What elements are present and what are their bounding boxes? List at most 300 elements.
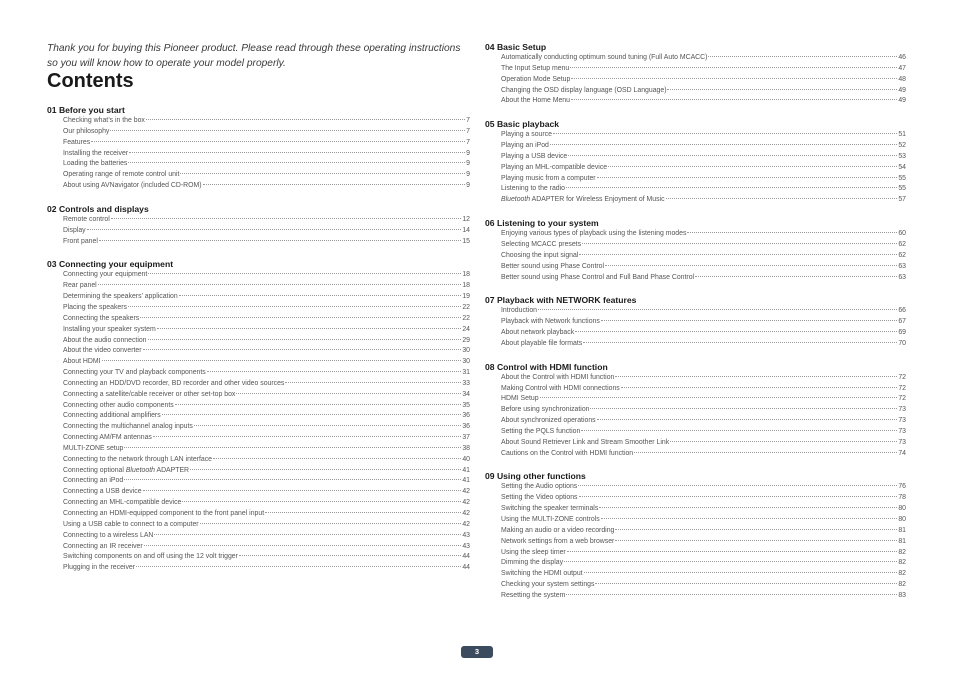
toc-entry-title: Checking what’s in the box [63, 117, 145, 124]
toc-entry-title: Rear panel [63, 282, 97, 290]
toc-entry-title: Setting the Video options [501, 494, 578, 502]
toc-entry-page: 22 [462, 303, 470, 311]
section-heading[interactable]: 09 Using other functions [485, 471, 586, 482]
dot-leader [608, 166, 897, 167]
dot-leader [143, 349, 462, 350]
toc-entry-title: Using the MULTI-ZONE controls [501, 516, 600, 523]
toc-entry[interactable] [485, 53, 906, 64]
section-spacer [485, 350, 906, 362]
toc-entry-page: 44 [462, 564, 470, 572]
toc-entry-title: Automatically conducting optimum sound tuning (Full Auto MCACC) [501, 54, 708, 61]
toc-entry[interactable] [485, 394, 906, 405]
toc-entry-page: 9 [466, 149, 470, 157]
section-spacer [485, 459, 906, 471]
dot-leader [550, 144, 897, 145]
toc-entry[interactable] [47, 487, 470, 498]
toc-entry-page: 7 [466, 127, 470, 135]
toc-entry-title: Enjoying various types of playback using the listening modes [501, 230, 687, 238]
toc-entry[interactable] [47, 401, 470, 412]
section-heading[interactable]: 02 Controls and displays [47, 203, 149, 214]
toc-entry-title: Our philosophy [63, 127, 110, 135]
toc-entry-page: 47 [898, 64, 906, 72]
toc-entry-page: 54 [898, 163, 906, 171]
toc-entry[interactable] [47, 498, 470, 509]
toc-entry-title: Cautions on the Control with HDMI function [501, 449, 634, 457]
dot-leader [566, 187, 897, 188]
toc-entry-page: 15 [462, 237, 470, 245]
toc-entry[interactable] [47, 433, 470, 444]
toc-entry[interactable] [47, 116, 470, 127]
toc-entry[interactable] [47, 127, 470, 138]
toc-entry-page: 35 [462, 401, 470, 409]
toc-entry-page: 82 [898, 548, 906, 556]
dot-leader [615, 529, 897, 530]
toc-entry-page: 9 [466, 171, 470, 179]
toc-entry-page: 12 [462, 215, 470, 223]
toc-entry[interactable] [47, 422, 470, 433]
toc-entry-title: Choosing the input signal [501, 251, 579, 259]
toc-entry-title: Better sound using Phase Control [501, 262, 605, 270]
toc-entry[interactable] [47, 357, 470, 368]
toc-entry-title: About network playback [501, 329, 575, 337]
dot-leader [182, 501, 461, 502]
toc-entry[interactable] [47, 292, 470, 303]
toc-entry-title: About HDMI [63, 358, 101, 366]
dot-leader [597, 419, 898, 420]
toc-entry-page: 43 [462, 542, 470, 550]
toc-section [485, 295, 906, 349]
toc-entry[interactable] [47, 509, 470, 520]
toc-entry[interactable] [485, 229, 906, 240]
toc-entry-page: 69 [898, 329, 906, 337]
toc-entry-title: Before using synchronization [501, 406, 590, 414]
dot-leader [136, 566, 461, 567]
section-heading[interactable]: 05 Basic playback [485, 119, 560, 130]
toc-entry-page: 52 [898, 142, 906, 150]
dot-leader [162, 414, 462, 415]
toc-entry[interactable] [485, 251, 906, 262]
toc-entry-page: 62 [898, 240, 906, 248]
toc-entry[interactable] [485, 64, 906, 75]
toc-entry-page: 51 [898, 131, 906, 139]
toc-entry-title: Switching components on and off using the 12 volt trigger [63, 553, 238, 561]
dot-leader [200, 523, 462, 524]
toc-entry-title: Using the sleep timer [501, 548, 566, 556]
toc-entry-page: 76 [898, 483, 906, 491]
dot-leader [579, 254, 897, 255]
toc-entry-title: Playing music from a computer [501, 174, 596, 182]
toc-entry-page: 7 [466, 117, 470, 124]
toc-entry[interactable] [47, 390, 470, 401]
toc-entry[interactable] [47, 314, 470, 325]
toc-entry-title: Connecting to the network through LAN interface [63, 455, 213, 463]
toc-entry[interactable] [485, 152, 906, 163]
dot-leader [599, 507, 897, 508]
toc-entry[interactable] [47, 336, 470, 347]
toc-entry-page: 18 [462, 282, 470, 290]
toc-entry-page: 36 [462, 412, 470, 420]
toc-entry[interactable] [485, 569, 906, 580]
toc-entry-title: Network settings from a web browser [501, 537, 615, 545]
toc-entry[interactable] [47, 563, 470, 574]
toc-entry-page: 72 [898, 373, 906, 381]
toc-entry-title: Connecting an MHL-compatible device [63, 499, 182, 507]
section-spacer [485, 206, 906, 218]
toc-entry-page: 66 [898, 307, 906, 315]
toc-entry[interactable] [485, 262, 906, 273]
toc-entry-page: 49 [898, 86, 906, 94]
toc-entry-page: 29 [462, 336, 470, 344]
dot-leader [154, 534, 461, 535]
toc-entry[interactable] [485, 273, 906, 284]
dot-leader [615, 376, 897, 377]
toc-entry[interactable] [485, 548, 906, 559]
toc-entry[interactable] [47, 368, 470, 379]
dot-leader [595, 583, 897, 584]
toc-entry[interactable] [485, 558, 906, 569]
toc-entry[interactable] [47, 476, 470, 487]
toc-entry[interactable] [485, 195, 906, 206]
toc-entry[interactable] [47, 379, 470, 390]
dot-leader [203, 184, 466, 185]
toc-entry-title: Playing a USB device [501, 152, 568, 160]
section-heading[interactable]: 01 Before you start [47, 105, 125, 115]
toc-entry-page: 81 [898, 537, 906, 545]
toc-entry-page: 37 [462, 434, 470, 442]
dot-leader [194, 425, 461, 426]
toc-entry-page: 81 [898, 526, 906, 534]
toc-entry[interactable] [485, 493, 906, 504]
toc-entry-list [485, 130, 906, 206]
toc-entry[interactable] [485, 405, 906, 416]
toc-entry-page: 34 [462, 390, 470, 398]
dot-leader [601, 518, 898, 519]
dot-leader [153, 436, 461, 437]
dot-leader [571, 99, 897, 100]
toc-entry[interactable] [47, 170, 470, 181]
toc-entry-title: Playing an iPod [501, 142, 549, 150]
dot-leader [581, 430, 897, 431]
toc-entry[interactable] [47, 411, 470, 422]
toc-entry-page: 80 [898, 505, 906, 513]
toc-entry[interactable] [485, 130, 906, 141]
toc-entry[interactable] [485, 580, 906, 591]
toc-entry[interactable] [47, 466, 470, 477]
section-spacer [47, 247, 470, 259]
toc-entry[interactable] [485, 86, 906, 97]
toc-entry[interactable] [47, 444, 470, 455]
toc-entry[interactable] [47, 520, 470, 531]
toc-entry[interactable] [47, 138, 470, 149]
toc-entry-title: Making an audio or a video recording [501, 526, 615, 534]
toc-entry[interactable] [47, 346, 470, 357]
section-heading[interactable]: 07 Playback with NETWORK features [485, 295, 637, 306]
toc-entry-page: 43 [462, 531, 470, 539]
toc-entry-title: Connecting the speakers [63, 314, 140, 322]
toc-entry[interactable] [47, 215, 470, 226]
toc-entry-page: 73 [898, 438, 906, 446]
dot-leader [634, 452, 897, 453]
dot-leader [666, 198, 898, 199]
toc-entry-title: Playback with Network functions [501, 318, 600, 326]
toc-entry-list [485, 482, 906, 601]
toc-entry-list [485, 306, 906, 349]
toc-entry-title: Bluetooth ADAPTER for Wireless Enjoyment of Music [501, 196, 665, 204]
toc-entry[interactable] [485, 240, 906, 251]
toc-entry[interactable] [485, 328, 906, 339]
dot-leader [553, 133, 897, 134]
toc-entry-title: Connecting the multichannel analog inputs [63, 423, 193, 431]
toc-entry-list [47, 270, 470, 574]
dot-leader [590, 408, 897, 409]
dot-leader [207, 371, 462, 372]
toc-entry[interactable] [485, 427, 906, 438]
toc-entry-title: Connecting AM/FM antennas [63, 434, 152, 442]
dot-leader [621, 387, 898, 388]
toc-entry-page: 63 [898, 262, 906, 270]
toc-section [47, 105, 470, 192]
toc-entry-title: Installing the receiver [63, 149, 129, 157]
toc-entry-page: 55 [898, 185, 906, 193]
dot-leader [566, 594, 897, 595]
toc-entry-page: 82 [898, 581, 906, 589]
toc-entry-page: 82 [898, 570, 906, 578]
toc-entry-title: Front panel [63, 237, 98, 245]
toc-entry-page: 72 [898, 384, 906, 392]
toc-entry[interactable] [485, 184, 906, 195]
section-heading[interactable]: 06 Listening to your system [485, 218, 599, 229]
toc-entry[interactable] [485, 96, 906, 107]
toc-entry[interactable] [485, 384, 906, 395]
toc-entry-title: Setting the Audio options [501, 483, 578, 491]
dot-leader [148, 339, 462, 340]
toc-entry-title: Connecting an HDD/DVD recorder, BD recorder and other video sources [63, 379, 285, 387]
toc-entry-page: 31 [462, 369, 470, 377]
dot-leader [213, 458, 461, 459]
toc-entry-page: 42 [462, 499, 470, 507]
dot-leader [601, 320, 898, 321]
toc-entry[interactable] [485, 141, 906, 152]
toc-entry[interactable] [485, 515, 906, 526]
toc-entry-page: 42 [462, 520, 470, 528]
dot-leader [124, 447, 461, 448]
dot-leader [124, 479, 461, 480]
dot-leader [687, 232, 897, 233]
dot-leader [597, 177, 898, 178]
toc-entry-page: 22 [462, 314, 470, 322]
dot-leader [128, 306, 461, 307]
toc-entry-page: 53 [898, 152, 906, 160]
dot-leader [190, 469, 461, 470]
dot-leader [175, 404, 462, 405]
toc-entry[interactable] [485, 591, 906, 602]
toc-entry-page: 7 [466, 138, 470, 146]
toc-entry-title: Resetting the system [501, 591, 566, 599]
toc-entry-title: The Input Setup menu [501, 64, 570, 72]
toc-entry[interactable] [485, 174, 906, 185]
toc-entry-title: Introduction [501, 307, 538, 315]
toc-entry[interactable] [47, 531, 470, 542]
toc-entry-title: Features [63, 138, 91, 146]
toc-entry-title: Connecting optional Bluetooth ADAPTER [63, 466, 190, 474]
toc-entry[interactable] [47, 552, 470, 563]
toc-entry-title: Placing the speakers [63, 303, 127, 311]
toc-entry-page: 73 [898, 427, 906, 435]
toc-entry-page: 41 [462, 477, 470, 485]
toc-entry-title: Listening to the radio [501, 185, 565, 193]
toc-entry-page: 62 [898, 251, 906, 259]
toc-entry-title: About playable file formats [501, 339, 583, 347]
dot-leader [695, 276, 897, 277]
toc-entry-title: Connecting to a wireless LAN [63, 531, 154, 539]
toc-entry[interactable] [485, 339, 906, 350]
toc-entry-page: 46 [898, 54, 906, 61]
toc-entry[interactable] [485, 416, 906, 427]
dot-leader [102, 360, 462, 361]
toc-section [485, 362, 906, 460]
toc-entry[interactable] [485, 317, 906, 328]
toc-entry[interactable] [485, 306, 906, 317]
dot-leader [143, 490, 462, 491]
dot-leader [540, 397, 898, 398]
toc-entry-page: 55 [898, 174, 906, 182]
intro-text: Thank you for buying this Pioneer product. Please read through these operating instructions so you will know how to operate your model properly. [47, 43, 461, 69]
toc-entry-page: 42 [462, 510, 470, 517]
dot-leader [129, 152, 465, 153]
toc-entry-page: 78 [898, 494, 906, 502]
toc-entry[interactable] [485, 537, 906, 548]
toc-entry[interactable] [485, 438, 906, 449]
toc-entry-title: Operation Mode Setup [501, 75, 571, 83]
dot-leader [128, 162, 465, 163]
toc-entry-page: 9 [466, 182, 470, 190]
toc-entry-page: 70 [898, 339, 906, 347]
dot-leader [111, 218, 462, 219]
toc-entry-title: Playing an MHL-compatible device [501, 163, 608, 171]
toc-entry-title: HDMI Setup [501, 395, 539, 403]
dot-leader [567, 551, 898, 552]
toc-entry-list [485, 229, 906, 283]
toc-entry[interactable] [485, 373, 906, 384]
dot-leader [236, 393, 461, 394]
toc-entry-title: About using AVNavigator (included CD-ROM) [63, 182, 202, 190]
dot-leader [87, 229, 462, 230]
dot-leader [708, 56, 897, 57]
dot-leader [582, 243, 897, 244]
section-heading[interactable]: 08 Control with HDMI function [485, 361, 608, 372]
toc-entry-list [485, 373, 906, 460]
dot-leader [99, 240, 461, 241]
toc-entry-title: About synchronized operations [501, 417, 596, 425]
toc-entry[interactable] [485, 449, 906, 460]
dot-leader [98, 284, 462, 285]
toc-entry[interactable] [47, 325, 470, 336]
dot-leader [538, 309, 897, 310]
dot-leader [578, 485, 897, 486]
section-spacer [485, 283, 906, 295]
dot-leader [568, 155, 897, 156]
toc-entry-page: 19 [462, 293, 470, 301]
toc-entry[interactable] [47, 159, 470, 170]
dot-leader [564, 561, 897, 562]
toc-entry[interactable] [485, 75, 906, 86]
toc-entry-page: 74 [898, 449, 906, 457]
dot-leader [570, 67, 897, 68]
dot-leader [575, 331, 897, 332]
toc-entry[interactable] [485, 482, 906, 493]
toc-entry-title: Switching the speaker terminals [501, 505, 599, 513]
toc-entry-page: 18 [462, 271, 470, 279]
toc-entry[interactable] [47, 181, 470, 192]
toc-entry-page: 14 [462, 226, 470, 234]
toc-section [485, 218, 906, 283]
toc-entry-page: 41 [462, 466, 470, 474]
toc-entry[interactable] [47, 455, 470, 466]
toc-left-column [47, 105, 470, 574]
toc-entry-title: Setting the PQLS function [501, 427, 581, 435]
page-title: Contents [47, 70, 134, 92]
toc-entry-title: Connecting additional amplifiers [63, 412, 161, 420]
toc-entry[interactable] [47, 270, 470, 281]
toc-entry-title: Plugging in the receiver [63, 564, 136, 572]
toc-entry-title: About the Control with HDMI function [501, 373, 615, 381]
dot-leader [157, 328, 462, 329]
toc-entry[interactable] [485, 163, 906, 174]
toc-entry-title: Remote control [63, 215, 110, 223]
toc-entry[interactable] [47, 226, 470, 237]
toc-entry-list [47, 116, 470, 192]
section-heading[interactable]: 04 Basic Setup [485, 42, 547, 52]
toc-entry[interactable] [485, 504, 906, 515]
toc-entry-page: 73 [898, 417, 906, 425]
toc-entry-title: Connecting an iPod [63, 477, 124, 485]
toc-entry-page: 48 [898, 75, 906, 83]
toc-entry-title: Connecting your equipment [63, 271, 148, 279]
dot-leader [667, 89, 897, 90]
toc-entry-title: About the audio connection [63, 336, 147, 344]
toc-entry-title: Display [63, 226, 86, 234]
toc-entry-title: Checking your system settings [501, 581, 595, 589]
toc-entry[interactable] [47, 542, 470, 553]
toc-entry-page: 82 [898, 559, 906, 567]
dot-leader [180, 173, 465, 174]
toc-section [47, 204, 470, 248]
toc-entry-page: 80 [898, 516, 906, 523]
toc-entry-title: Selecting MCACC presets [501, 240, 582, 248]
toc-entry[interactable] [47, 303, 470, 314]
section-heading[interactable]: 03 Connecting your equipment [47, 259, 174, 270]
page-number-badge: 3 [461, 646, 493, 658]
toc-entry-title: Connecting other audio components [63, 401, 174, 409]
toc-entry-list [485, 53, 906, 107]
toc-entry[interactable] [485, 526, 906, 537]
toc-section [485, 119, 906, 206]
dot-leader [285, 382, 461, 383]
toc-entry-title: Better sound using Phase Control and Full Band Phase Control [501, 273, 695, 281]
toc-entry[interactable] [47, 149, 470, 160]
dot-leader [144, 545, 462, 546]
dot-leader [670, 441, 897, 442]
toc-entry[interactable] [47, 281, 470, 292]
dot-leader [584, 572, 898, 573]
toc-entry-title: Changing the OSD display language (OSD Language) [501, 86, 667, 94]
toc-entry-title: Dimming the display [501, 559, 564, 567]
toc-entry[interactable] [47, 237, 470, 248]
dot-leader [571, 78, 897, 79]
dot-leader [179, 295, 462, 296]
dot-leader [615, 540, 897, 541]
toc-entry-title: Connecting an IR receiver [63, 542, 143, 550]
